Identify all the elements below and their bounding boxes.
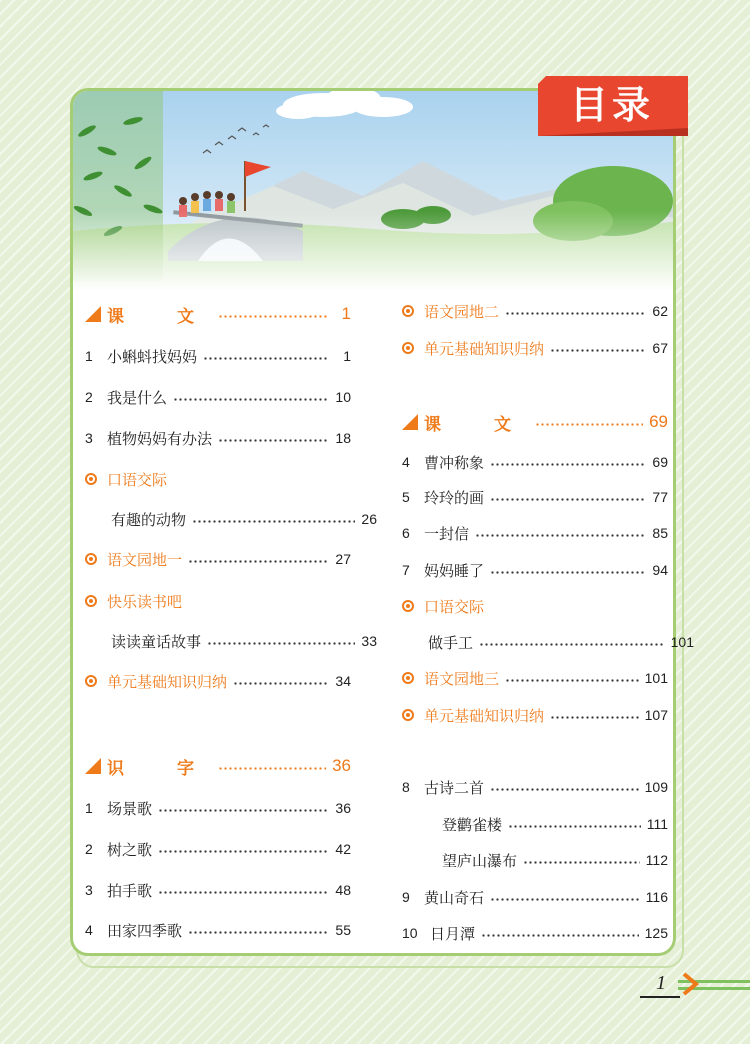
entry-number: 10 (402, 925, 418, 941)
entry-title: 读读童话故事 (111, 632, 202, 651)
triangle-marker-icon (402, 414, 418, 430)
page-number: 125 (644, 925, 668, 941)
entry-title: 做手工 (428, 633, 474, 652)
dot-leader (203, 357, 329, 360)
toc-entry[interactable] (402, 919, 668, 947)
dot-leader (218, 439, 329, 442)
entry-title: 小蝌蚪找妈妈 (107, 347, 198, 366)
toc-entry[interactable] (85, 424, 351, 452)
dot-leader (158, 850, 329, 853)
footer-page-number: 1 (656, 972, 666, 994)
dot-leader (508, 825, 641, 828)
page-number: 62 (652, 303, 668, 319)
page-number: 34 (335, 673, 351, 689)
page-number: 109 (644, 779, 668, 795)
toc-entry[interactable] (402, 846, 668, 874)
page-number: 48 (335, 882, 351, 898)
section-label: 课 文 (107, 306, 212, 327)
page-number: 27 (335, 551, 351, 567)
dot-leader (550, 349, 646, 352)
dot-leader (158, 809, 329, 812)
circle-marker-icon (402, 709, 414, 721)
toc-entry[interactable] (85, 342, 351, 370)
entry-title: 黄山奇石 (424, 888, 485, 907)
page-number: 36 (335, 800, 351, 816)
toc-entry[interactable] (85, 916, 351, 944)
triangle-marker-icon (85, 306, 101, 322)
toc-entry[interactable] (402, 448, 668, 476)
circle-marker-icon (402, 672, 414, 684)
entry-title: 有趣的动物 (111, 510, 187, 529)
entry-title: 语文园地一 (107, 550, 183, 569)
toc-entry[interactable] (85, 835, 351, 863)
heading-title: 口语交际 (107, 470, 168, 489)
circle-marker-icon (402, 600, 414, 612)
entry-title: 植物妈妈有办法 (107, 429, 213, 448)
entry-title: 妈妈睡了 (424, 561, 485, 580)
dot-leader (490, 788, 639, 791)
toc-entry-marked[interactable] (85, 667, 351, 695)
dot-leader (535, 423, 643, 426)
dot-leader (158, 891, 329, 894)
dot-leader (490, 498, 646, 501)
dot-leader (523, 861, 640, 864)
circle-marker-icon (85, 675, 97, 687)
entry-title: 单元基础知识归纳 (107, 672, 228, 691)
dot-leader (188, 560, 329, 563)
page-number: 67 (652, 340, 668, 356)
entry-title: 单元基础知识归纳 (424, 339, 545, 358)
entry-title: 曹冲称象 (424, 453, 485, 472)
entry-number: 6 (402, 525, 410, 541)
entry-title: 一封信 (424, 524, 470, 543)
page-number: 77 (652, 489, 668, 505)
circle-marker-icon (402, 342, 414, 354)
dot-leader (218, 315, 329, 318)
entry-number: 1 (85, 348, 93, 364)
page-number: 36 (332, 756, 351, 775)
page-number: 1 (341, 304, 351, 323)
entry-number: 4 (85, 922, 93, 938)
section-label: 课 文 (424, 414, 529, 435)
toc-heading[interactable] (85, 465, 351, 493)
dot-leader (475, 534, 646, 537)
entry-number: 2 (85, 389, 93, 405)
page-title: 目录 (569, 83, 654, 127)
dot-leader (481, 934, 639, 937)
toc-entry[interactable] (402, 519, 668, 547)
toc-entry[interactable] (402, 773, 668, 801)
entry-number: 3 (85, 430, 93, 446)
page-number: 26 (361, 511, 377, 527)
toc-entry-marked[interactable] (402, 297, 668, 325)
page-number: 101 (644, 670, 668, 686)
footer-underline (640, 996, 680, 998)
toc-entry[interactable] (85, 876, 351, 904)
circle-marker-icon (85, 553, 97, 565)
entry-title: 单元基础知识归纳 (424, 706, 545, 725)
toc-heading[interactable] (402, 592, 668, 620)
toc-heading[interactable] (85, 587, 351, 615)
entry-number: 3 (85, 882, 93, 898)
entry-number: 8 (402, 779, 410, 795)
entry-title: 古诗二首 (424, 778, 485, 797)
toc-entry-marked[interactable] (402, 334, 668, 362)
toc-entry-marked[interactable] (402, 664, 668, 692)
entry-title: 拍手歌 (107, 881, 153, 900)
entry-number: 4 (402, 454, 410, 470)
dot-leader (505, 679, 639, 682)
dot-leader (550, 716, 639, 719)
dot-leader (490, 463, 646, 466)
dot-leader (490, 571, 646, 574)
dot-leader (188, 931, 329, 934)
toc-entry[interactable] (85, 794, 351, 822)
toc-entry[interactable] (85, 383, 351, 411)
page-number: 10 (335, 389, 351, 405)
triangle-marker-icon (85, 758, 101, 774)
toc-entry[interactable] (85, 505, 377, 533)
entry-title: 场景歌 (107, 799, 153, 818)
dot-leader (218, 767, 326, 770)
entry-title: 望庐山瀑布 (442, 851, 518, 870)
page-number: 42 (335, 841, 351, 857)
toc-entry-marked[interactable] (402, 701, 668, 729)
circle-marker-icon (85, 473, 97, 485)
dot-leader (207, 642, 355, 645)
dot-leader (173, 398, 329, 401)
page-number: 101 (670, 634, 694, 650)
entry-title: 我是什么 (107, 388, 168, 407)
entry-title: 语文园地三 (424, 669, 500, 688)
toc-entry[interactable] (402, 483, 668, 511)
entry-number: 7 (402, 562, 410, 578)
entry-number: 2 (85, 841, 93, 857)
dot-leader (192, 520, 355, 523)
entry-title: 日月潭 (430, 924, 476, 943)
entry-title: 玲玲的画 (424, 488, 485, 507)
entry-number: 1 (85, 800, 93, 816)
entry-title: 树之歌 (107, 840, 153, 859)
toc-section-kewen[interactable] (85, 300, 351, 328)
toc-entry[interactable] (402, 883, 668, 911)
heading-title: 快乐读书吧 (107, 592, 183, 611)
entry-title: 田家四季歌 (107, 921, 183, 940)
page-number: 33 (361, 633, 377, 649)
toc-section-shizi[interactable] (85, 752, 351, 780)
page-number: 69 (649, 412, 668, 431)
dot-leader (233, 682, 329, 685)
page-corner-chevron-icon (678, 970, 750, 998)
circle-marker-icon (402, 305, 414, 317)
toc-entry-marked[interactable] (85, 545, 351, 573)
circle-marker-icon (85, 595, 97, 607)
page-number: 94 (652, 562, 668, 578)
toc-section-kewen-2[interactable] (402, 408, 668, 436)
page-number: 85 (652, 525, 668, 541)
section-label: 识 字 (107, 758, 212, 779)
heading-title: 口语交际 (424, 597, 485, 616)
page-number: 111 (646, 816, 668, 832)
toc-entry[interactable] (402, 556, 668, 584)
page-number: 69 (652, 454, 668, 470)
toc-entry[interactable] (402, 810, 668, 838)
page-number: 112 (645, 852, 668, 868)
dot-leader (505, 312, 646, 315)
dot-leader (479, 643, 665, 646)
entry-title: 语文园地二 (424, 302, 500, 321)
entry-number: 9 (402, 889, 410, 905)
page-number: 1 (343, 348, 351, 364)
page-number: 107 (644, 707, 668, 723)
dot-leader (490, 898, 640, 901)
page-number: 116 (645, 889, 668, 905)
page-number: 18 (335, 430, 351, 446)
page-number: 55 (335, 922, 351, 938)
entry-number: 5 (402, 489, 410, 505)
toc-entry[interactable] (402, 628, 694, 656)
toc-entry[interactable] (85, 627, 377, 655)
entry-title: 登鹳雀楼 (442, 815, 503, 834)
